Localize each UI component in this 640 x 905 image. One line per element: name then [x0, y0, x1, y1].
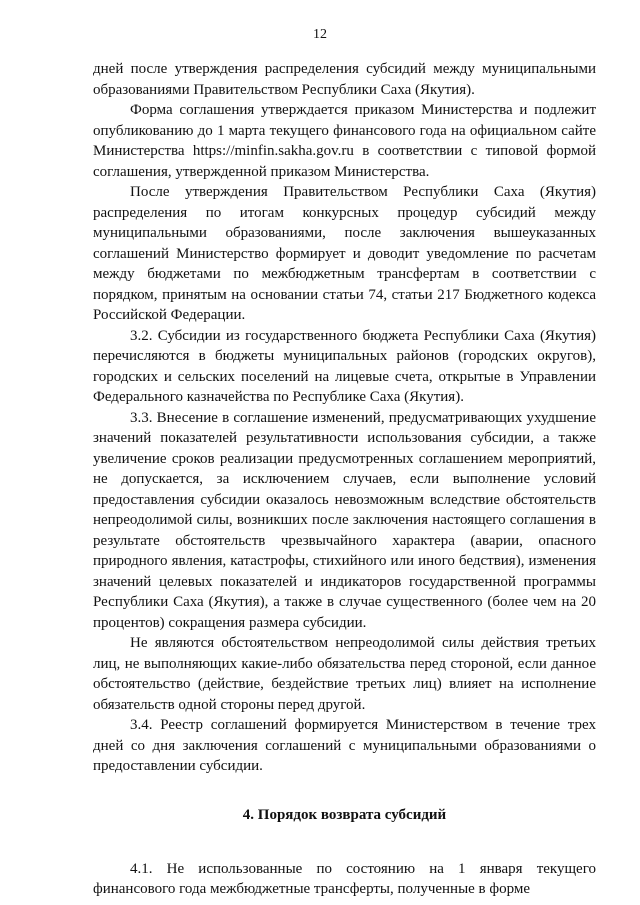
- paragraph-continuation: дней после утверждения распределения субсидий между муниципальными образованиями Правительством Республики Саха (Якутия).: [93, 61, 596, 98]
- paragraph-force-majeure: Не являются обстоятельством непреодолимой силы действия третьих лиц, не выполняющих какие-либо обязательства перед стороной, если данное обстоятельство (действие, бездействие третьих лиц) влияет на исполнение обязательств одной стороны перед другой.: [93, 635, 596, 713]
- paragraph-notification: После утверждения Правительством Республики Саха (Якутия) распределения по итогам конкурсных процедур субсидий между муниципальными образованиями, после заключения вышеуказанных соглашений Министерство формирует и доводит уведомление по расчетам между бюджетами по межбюджетным трансфертам в соответствии с порядком, принятым на основании статьи 74, статьи 217 Бюджетного кодекса Российской Федерации.: [93, 184, 596, 323]
- paragraph-4-1: 4.1. Не использованные по состоянию на 1 января текущего финансового года межбюджетные трансферты, полученные в форме: [93, 860, 596, 897]
- page-number: 12: [313, 27, 327, 42]
- paragraph-3-3: 3.3. Внесение в соглашение изменений, предусматривающих ухудшение значений показателей результативности использования субсидии, а также увеличение сроков реализации предусмотренных соглашением мероприятий, не допускается, за исключением случаев, если выполнение условий предоставления субсидии оказалось невозможным вследствие обстоятельств непреодолимой силы, возникших после заключения настоящего соглашения в результате обстоятельств чрезвычайного характера (аварии, опасного природного явления, катастрофы, стихийного или иного бедствия), изменения значений целевых показателей и индикаторов государственной программы Республики Саха (Якутия), а также в случае существенного (более чем на 20 процентов) сокращения размера субсидии.: [93, 409, 596, 631]
- document-body: [93, 59, 596, 900]
- section-heading: 4. Порядок возврата субсидий: [242, 806, 447, 823]
- paragraph-agreement-form: Форма соглашения утверждается приказом Министерства и подлежит опубликованию до 1 марта текущего финансового года на официальном сайте Министерства https://minfin.sakha.gov.ru в соответствии с типовой формой соглашения, утвержденной приказом Министерства.: [93, 102, 596, 180]
- paragraph-3-4: 3.4. Реестр соглашений формируется Министерством в течение трех дней со дня заключения соглашений с муниципальными образованиями о предоставлении субсидии.: [93, 717, 596, 774]
- paragraph-3-2: 3.2. Субсидии из государственного бюджета Республики Саха (Якутия) перечисляются в бюджеты муниципальных районов (городских округов), городских и сельских поселений на лицевые счета, открытые в Управлении Федерального казначейства по Республике Саха (Якутия).: [93, 327, 596, 405]
